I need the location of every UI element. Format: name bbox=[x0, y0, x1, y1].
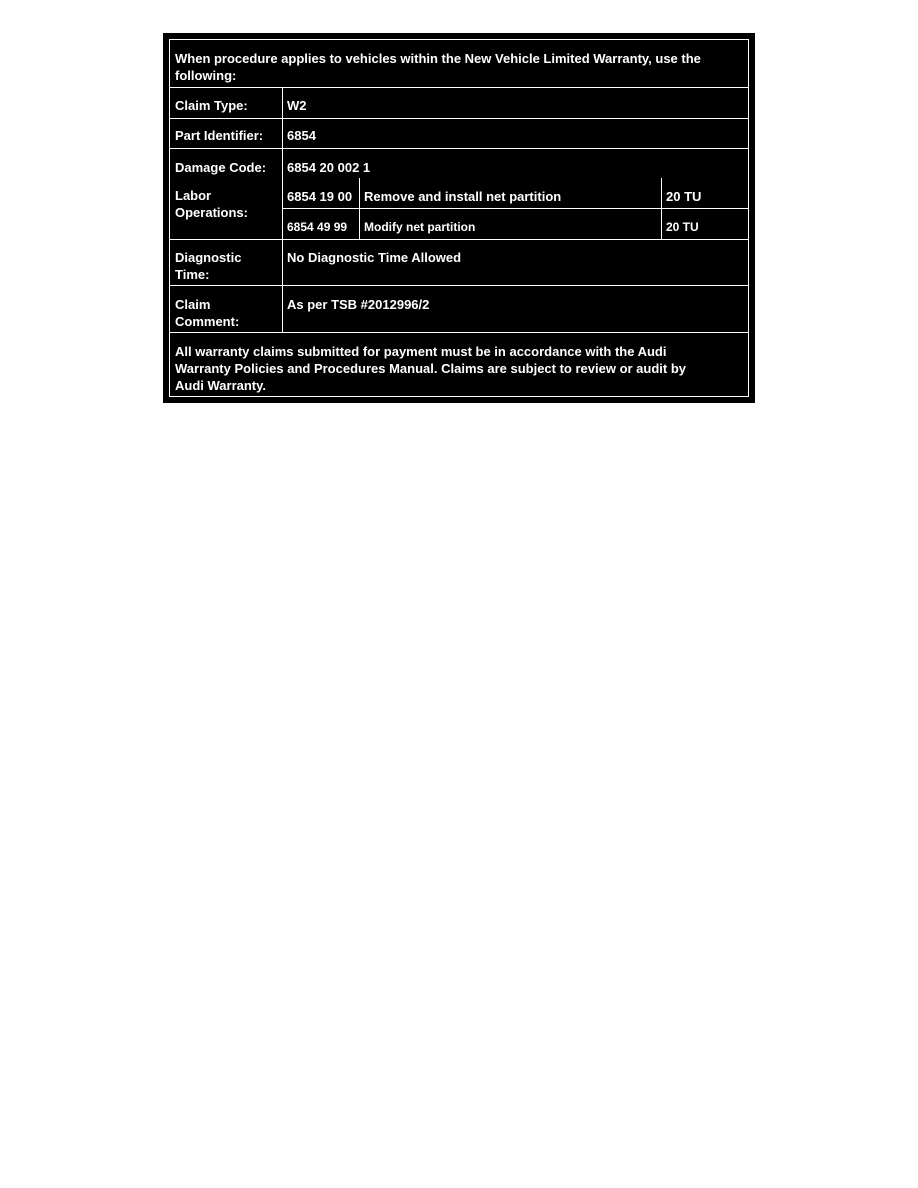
labor-col-divider-2 bbox=[661, 178, 662, 239]
intro-text: When procedure applies to vehicles within the New Vehicle Limited Warranty, use the following: bbox=[175, 51, 701, 83]
damage-code-value: 6854 20 002 1 bbox=[287, 160, 371, 175]
part-identifier-value: 6854 bbox=[287, 128, 316, 143]
labor-operations-label: Labor Operations: bbox=[175, 188, 248, 220]
label-value-divider bbox=[282, 87, 283, 332]
labor-op-divider bbox=[282, 208, 748, 209]
footer-text: All warranty claims submitted for payment must be in accordance with the Audi Warranty Policies and Procedures Manual. Claims are subject to review or audit by Audi Warranty. bbox=[175, 344, 687, 393]
claim-type-row bbox=[170, 87, 748, 118]
claim-type-label: Claim Type: bbox=[175, 98, 248, 113]
damage-code-label: Damage Code: bbox=[175, 160, 267, 175]
labor-op-2-code: 6854 49 99 bbox=[287, 220, 348, 234]
labor-op-1-description: Remove and install net partition bbox=[364, 189, 562, 204]
claim-type-value: W2 bbox=[287, 98, 307, 113]
diagnostic-time-value: No Diagnostic Time Allowed bbox=[287, 250, 462, 265]
intro-row bbox=[170, 50, 748, 90]
labor-op-1-time: 20 TU bbox=[666, 189, 702, 204]
claim-comment-label-line2: Comment: bbox=[175, 314, 240, 329]
footer-row bbox=[170, 332, 748, 396]
labor-op-2-time: 20 TU bbox=[666, 220, 699, 234]
part-identifier-label: Part Identifier: bbox=[175, 128, 264, 143]
diagnostic-time-label-line2: Time: bbox=[175, 267, 210, 282]
claim-comment-value: As per TSB #2012996/2 bbox=[287, 297, 430, 312]
claim-comment-row bbox=[170, 285, 748, 332]
diagnostic-time-label-line1: Diagnostic bbox=[175, 250, 242, 265]
diagnostic-time-row bbox=[170, 239, 748, 285]
damage-code-row bbox=[170, 148, 748, 178]
labor-op-1-code: 6854 19 00 bbox=[287, 189, 353, 204]
labor-op-2-description: Modify net partition bbox=[364, 220, 476, 234]
claim-comment-label-line1: Claim bbox=[175, 297, 211, 312]
warranty-table bbox=[163, 33, 755, 403]
warranty-table-inner bbox=[169, 39, 749, 397]
part-identifier-row bbox=[170, 118, 748, 148]
labor-col-divider-1 bbox=[359, 178, 360, 239]
